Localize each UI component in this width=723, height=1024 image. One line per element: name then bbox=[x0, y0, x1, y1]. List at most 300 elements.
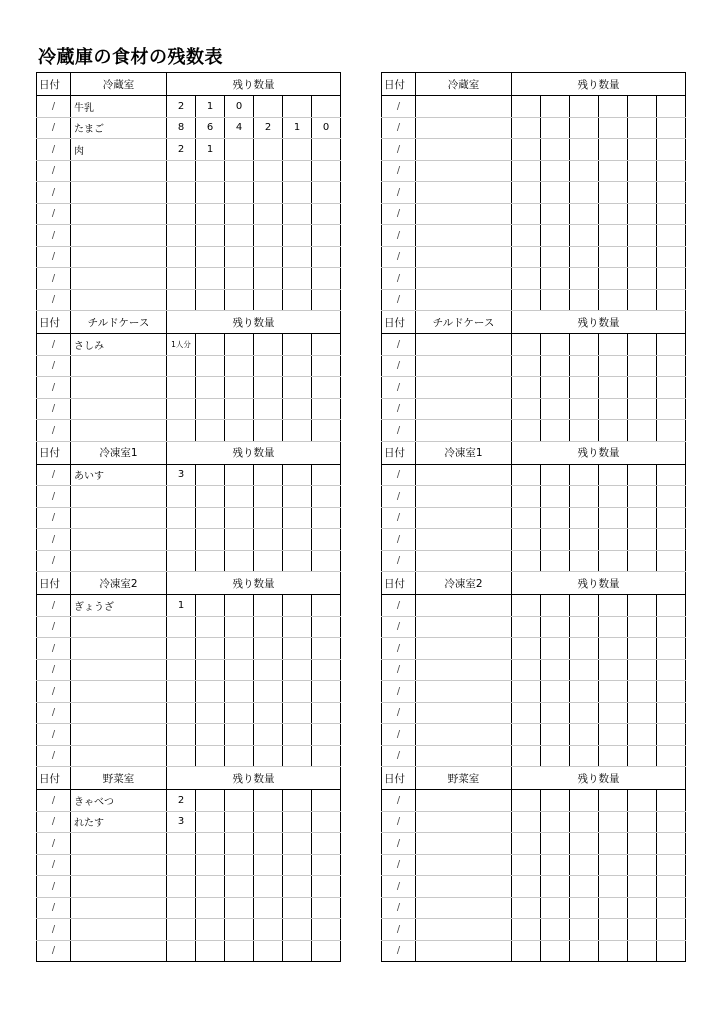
date-cell[interactable]: / bbox=[382, 919, 416, 941]
item-name-cell[interactable] bbox=[416, 659, 512, 681]
quantity-cell[interactable] bbox=[312, 897, 341, 919]
quantity-cell[interactable] bbox=[599, 225, 628, 247]
item-name-cell[interactable] bbox=[71, 659, 167, 681]
item-name-cell[interactable] bbox=[416, 681, 512, 703]
date-cell[interactable]: / bbox=[37, 616, 71, 638]
quantity-cell[interactable] bbox=[628, 139, 657, 161]
quantity-cell[interactable] bbox=[628, 420, 657, 442]
item-name-cell[interactable]: たまご bbox=[71, 117, 167, 139]
quantity-cell[interactable] bbox=[599, 117, 628, 139]
quantity-cell[interactable] bbox=[283, 595, 312, 617]
date-cell[interactable]: / bbox=[382, 464, 416, 486]
date-cell[interactable]: / bbox=[382, 529, 416, 551]
date-cell[interactable]: / bbox=[382, 225, 416, 247]
quantity-cell[interactable] bbox=[541, 659, 570, 681]
quantity-cell[interactable] bbox=[312, 268, 341, 290]
quantity-cell[interactable] bbox=[599, 507, 628, 529]
quantity-cell[interactable] bbox=[254, 96, 283, 118]
date-cell[interactable]: / bbox=[382, 246, 416, 268]
quantity-cell[interactable] bbox=[283, 203, 312, 225]
quantity-cell[interactable] bbox=[657, 398, 686, 420]
date-cell[interactable]: / bbox=[382, 616, 416, 638]
quantity-cell[interactable] bbox=[312, 659, 341, 681]
quantity-cell[interactable] bbox=[196, 681, 225, 703]
quantity-cell[interactable] bbox=[512, 377, 541, 399]
quantity-cell[interactable] bbox=[254, 854, 283, 876]
date-cell[interactable]: / bbox=[382, 638, 416, 660]
quantity-cell[interactable] bbox=[657, 833, 686, 855]
quantity-cell[interactable] bbox=[628, 745, 657, 767]
quantity-cell[interactable] bbox=[512, 659, 541, 681]
date-cell[interactable]: / bbox=[382, 833, 416, 855]
date-cell[interactable]: / bbox=[382, 355, 416, 377]
quantity-cell[interactable] bbox=[283, 638, 312, 660]
quantity-cell[interactable] bbox=[512, 854, 541, 876]
quantity-cell[interactable] bbox=[312, 595, 341, 617]
date-cell[interactable]: / bbox=[37, 854, 71, 876]
quantity-cell[interactable] bbox=[570, 897, 599, 919]
quantity-cell[interactable] bbox=[167, 160, 196, 182]
item-name-cell[interactable] bbox=[416, 940, 512, 962]
item-name-cell[interactable] bbox=[416, 919, 512, 941]
item-name-cell[interactable] bbox=[416, 377, 512, 399]
quantity-cell[interactable] bbox=[541, 724, 570, 746]
date-cell[interactable]: / bbox=[382, 745, 416, 767]
item-name-cell[interactable] bbox=[71, 507, 167, 529]
date-cell[interactable]: / bbox=[37, 117, 71, 139]
quantity-cell[interactable] bbox=[541, 268, 570, 290]
quantity-cell[interactable] bbox=[196, 702, 225, 724]
quantity-cell[interactable] bbox=[196, 182, 225, 204]
date-cell[interactable]: / bbox=[37, 203, 71, 225]
quantity-cell[interactable] bbox=[512, 638, 541, 660]
quantity-cell[interactable] bbox=[599, 940, 628, 962]
date-cell[interactable]: / bbox=[37, 377, 71, 399]
quantity-cell[interactable] bbox=[570, 96, 599, 118]
quantity-cell[interactable] bbox=[628, 160, 657, 182]
quantity-cell[interactable] bbox=[225, 289, 254, 311]
item-name-cell[interactable] bbox=[71, 854, 167, 876]
quantity-cell[interactable] bbox=[541, 550, 570, 572]
quantity-cell[interactable] bbox=[541, 854, 570, 876]
quantity-cell[interactable] bbox=[599, 897, 628, 919]
quantity-cell[interactable] bbox=[283, 246, 312, 268]
quantity-cell[interactable] bbox=[196, 420, 225, 442]
date-cell[interactable]: / bbox=[382, 595, 416, 617]
item-name-cell[interactable] bbox=[416, 811, 512, 833]
quantity-cell[interactable] bbox=[541, 702, 570, 724]
quantity-cell[interactable] bbox=[312, 246, 341, 268]
item-name-cell[interactable]: あいす bbox=[71, 464, 167, 486]
quantity-cell[interactable] bbox=[512, 529, 541, 551]
date-cell[interactable]: / bbox=[382, 550, 416, 572]
quantity-cell[interactable] bbox=[512, 182, 541, 204]
item-name-cell[interactable] bbox=[71, 833, 167, 855]
quantity-cell[interactable] bbox=[541, 616, 570, 638]
quantity-cell[interactable] bbox=[570, 139, 599, 161]
quantity-cell[interactable] bbox=[541, 897, 570, 919]
quantity-cell[interactable]: 2 bbox=[167, 96, 196, 118]
quantity-cell[interactable] bbox=[541, 182, 570, 204]
quantity-cell[interactable] bbox=[196, 203, 225, 225]
quantity-cell[interactable] bbox=[570, 225, 599, 247]
quantity-cell[interactable] bbox=[312, 139, 341, 161]
quantity-cell[interactable] bbox=[167, 529, 196, 551]
quantity-cell[interactable] bbox=[225, 833, 254, 855]
date-cell[interactable]: / bbox=[37, 811, 71, 833]
date-cell[interactable]: / bbox=[37, 464, 71, 486]
quantity-cell[interactable] bbox=[512, 507, 541, 529]
quantity-cell[interactable] bbox=[570, 595, 599, 617]
quantity-cell[interactable] bbox=[254, 659, 283, 681]
quantity-cell[interactable] bbox=[254, 550, 283, 572]
date-cell[interactable]: / bbox=[37, 398, 71, 420]
date-cell[interactable]: / bbox=[382, 377, 416, 399]
quantity-cell[interactable] bbox=[225, 139, 254, 161]
item-name-cell[interactable] bbox=[416, 702, 512, 724]
quantity-cell[interactable] bbox=[196, 616, 225, 638]
date-cell[interactable]: / bbox=[37, 355, 71, 377]
quantity-cell[interactable] bbox=[628, 334, 657, 356]
quantity-cell[interactable] bbox=[570, 659, 599, 681]
quantity-cell[interactable] bbox=[283, 225, 312, 247]
quantity-cell[interactable] bbox=[512, 790, 541, 812]
quantity-cell[interactable] bbox=[312, 182, 341, 204]
quantity-cell[interactable] bbox=[512, 616, 541, 638]
quantity-cell[interactable] bbox=[541, 160, 570, 182]
quantity-cell[interactable] bbox=[628, 398, 657, 420]
quantity-cell[interactable] bbox=[283, 377, 312, 399]
quantity-cell[interactable] bbox=[254, 268, 283, 290]
quantity-cell[interactable] bbox=[312, 940, 341, 962]
quantity-cell[interactable] bbox=[512, 876, 541, 898]
item-name-cell[interactable] bbox=[416, 854, 512, 876]
quantity-cell[interactable] bbox=[599, 464, 628, 486]
date-cell[interactable]: / bbox=[37, 139, 71, 161]
quantity-cell[interactable] bbox=[225, 790, 254, 812]
quantity-cell[interactable] bbox=[196, 334, 225, 356]
quantity-cell[interactable] bbox=[512, 289, 541, 311]
quantity-cell[interactable] bbox=[657, 355, 686, 377]
quantity-cell[interactable] bbox=[657, 529, 686, 551]
item-name-cell[interactable] bbox=[71, 246, 167, 268]
date-cell[interactable]: / bbox=[382, 897, 416, 919]
quantity-cell[interactable] bbox=[196, 550, 225, 572]
date-cell[interactable]: / bbox=[37, 595, 71, 617]
quantity-cell[interactable] bbox=[541, 355, 570, 377]
quantity-cell[interactable] bbox=[570, 377, 599, 399]
quantity-cell[interactable] bbox=[628, 897, 657, 919]
quantity-cell[interactable] bbox=[628, 464, 657, 486]
quantity-cell[interactable] bbox=[541, 225, 570, 247]
quantity-cell[interactable] bbox=[599, 486, 628, 508]
date-cell[interactable]: / bbox=[382, 160, 416, 182]
quantity-cell[interactable] bbox=[225, 940, 254, 962]
quantity-cell[interactable] bbox=[312, 160, 341, 182]
quantity-cell[interactable] bbox=[196, 464, 225, 486]
quantity-cell[interactable] bbox=[225, 659, 254, 681]
quantity-cell[interactable] bbox=[628, 659, 657, 681]
quantity-cell[interactable] bbox=[254, 334, 283, 356]
item-name-cell[interactable] bbox=[71, 940, 167, 962]
quantity-cell[interactable] bbox=[283, 745, 312, 767]
item-name-cell[interactable]: さしみ bbox=[71, 334, 167, 356]
quantity-cell[interactable] bbox=[570, 507, 599, 529]
quantity-cell[interactable] bbox=[283, 616, 312, 638]
quantity-cell[interactable] bbox=[196, 486, 225, 508]
quantity-cell[interactable] bbox=[570, 246, 599, 268]
quantity-cell[interactable]: 0 bbox=[312, 117, 341, 139]
item-name-cell[interactable] bbox=[416, 745, 512, 767]
quantity-cell[interactable] bbox=[512, 96, 541, 118]
quantity-cell[interactable]: 2 bbox=[254, 117, 283, 139]
quantity-cell[interactable] bbox=[254, 377, 283, 399]
quantity-cell[interactable] bbox=[628, 595, 657, 617]
date-cell[interactable]: / bbox=[37, 638, 71, 660]
quantity-cell[interactable] bbox=[312, 616, 341, 638]
quantity-cell[interactable] bbox=[167, 724, 196, 746]
date-cell[interactable]: / bbox=[382, 334, 416, 356]
quantity-cell[interactable] bbox=[254, 897, 283, 919]
quantity-cell[interactable] bbox=[512, 268, 541, 290]
quantity-cell[interactable] bbox=[570, 334, 599, 356]
item-name-cell[interactable] bbox=[416, 398, 512, 420]
quantity-cell[interactable] bbox=[628, 182, 657, 204]
quantity-cell[interactable] bbox=[628, 96, 657, 118]
quantity-cell[interactable] bbox=[196, 638, 225, 660]
quantity-cell[interactable] bbox=[196, 377, 225, 399]
date-cell[interactable]: / bbox=[37, 334, 71, 356]
quantity-cell[interactable] bbox=[225, 268, 254, 290]
quantity-cell[interactable] bbox=[628, 702, 657, 724]
quantity-cell[interactable] bbox=[512, 160, 541, 182]
quantity-cell[interactable] bbox=[225, 897, 254, 919]
quantity-cell[interactable] bbox=[628, 638, 657, 660]
quantity-cell[interactable] bbox=[225, 811, 254, 833]
quantity-cell[interactable] bbox=[570, 529, 599, 551]
quantity-cell[interactable] bbox=[657, 897, 686, 919]
date-cell[interactable]: / bbox=[382, 659, 416, 681]
quantity-cell[interactable] bbox=[570, 550, 599, 572]
quantity-cell[interactable] bbox=[599, 702, 628, 724]
date-cell[interactable]: / bbox=[37, 246, 71, 268]
quantity-cell[interactable] bbox=[628, 919, 657, 941]
quantity-cell[interactable] bbox=[570, 203, 599, 225]
quantity-cell[interactable] bbox=[254, 702, 283, 724]
quantity-cell[interactable] bbox=[225, 638, 254, 660]
quantity-cell[interactable]: 0 bbox=[225, 96, 254, 118]
date-cell[interactable]: / bbox=[382, 96, 416, 118]
quantity-cell[interactable] bbox=[225, 745, 254, 767]
date-cell[interactable]: / bbox=[37, 420, 71, 442]
quantity-cell[interactable] bbox=[167, 486, 196, 508]
date-cell[interactable]: / bbox=[37, 289, 71, 311]
quantity-cell[interactable] bbox=[283, 96, 312, 118]
quantity-cell[interactable] bbox=[225, 507, 254, 529]
quantity-cell[interactable] bbox=[512, 225, 541, 247]
quantity-cell[interactable] bbox=[570, 681, 599, 703]
quantity-cell[interactable] bbox=[167, 268, 196, 290]
quantity-cell[interactable] bbox=[599, 420, 628, 442]
date-cell[interactable]: / bbox=[37, 96, 71, 118]
item-name-cell[interactable] bbox=[71, 638, 167, 660]
quantity-cell[interactable] bbox=[541, 464, 570, 486]
quantity-cell[interactable] bbox=[167, 289, 196, 311]
quantity-cell[interactable] bbox=[657, 745, 686, 767]
quantity-cell[interactable] bbox=[196, 897, 225, 919]
quantity-cell[interactable] bbox=[283, 919, 312, 941]
quantity-cell[interactable] bbox=[283, 790, 312, 812]
quantity-cell[interactable] bbox=[312, 420, 341, 442]
quantity-cell[interactable] bbox=[657, 724, 686, 746]
quantity-cell[interactable] bbox=[167, 940, 196, 962]
date-cell[interactable]: / bbox=[37, 724, 71, 746]
quantity-cell[interactable] bbox=[541, 507, 570, 529]
quantity-cell[interactable] bbox=[657, 507, 686, 529]
quantity-cell[interactable] bbox=[225, 182, 254, 204]
quantity-cell[interactable] bbox=[628, 203, 657, 225]
quantity-cell[interactable] bbox=[512, 420, 541, 442]
quantity-cell[interactable] bbox=[512, 702, 541, 724]
quantity-cell[interactable] bbox=[657, 940, 686, 962]
quantity-cell[interactable] bbox=[283, 897, 312, 919]
quantity-cell[interactable] bbox=[254, 398, 283, 420]
item-name-cell[interactable] bbox=[71, 550, 167, 572]
quantity-cell[interactable] bbox=[570, 268, 599, 290]
quantity-cell[interactable] bbox=[512, 811, 541, 833]
quantity-cell[interactable] bbox=[312, 398, 341, 420]
quantity-cell[interactable] bbox=[628, 724, 657, 746]
item-name-cell[interactable] bbox=[71, 681, 167, 703]
quantity-cell[interactable] bbox=[312, 96, 341, 118]
quantity-cell[interactable] bbox=[283, 289, 312, 311]
quantity-cell[interactable] bbox=[196, 595, 225, 617]
quantity-cell[interactable] bbox=[312, 790, 341, 812]
quantity-cell[interactable] bbox=[312, 203, 341, 225]
quantity-cell[interactable]: 4 bbox=[225, 117, 254, 139]
quantity-cell[interactable] bbox=[541, 139, 570, 161]
item-name-cell[interactable] bbox=[416, 225, 512, 247]
quantity-cell[interactable]: 1 bbox=[283, 117, 312, 139]
quantity-cell[interactable] bbox=[599, 659, 628, 681]
item-name-cell[interactable] bbox=[416, 507, 512, 529]
quantity-cell[interactable] bbox=[254, 355, 283, 377]
item-name-cell[interactable] bbox=[71, 420, 167, 442]
quantity-cell[interactable] bbox=[512, 246, 541, 268]
quantity-cell[interactable] bbox=[283, 702, 312, 724]
date-cell[interactable]: / bbox=[382, 203, 416, 225]
quantity-cell[interactable] bbox=[599, 745, 628, 767]
quantity-cell[interactable] bbox=[599, 160, 628, 182]
quantity-cell[interactable] bbox=[254, 486, 283, 508]
quantity-cell[interactable] bbox=[196, 246, 225, 268]
quantity-cell[interactable] bbox=[541, 398, 570, 420]
quantity-cell[interactable] bbox=[312, 745, 341, 767]
item-name-cell[interactable] bbox=[416, 638, 512, 660]
quantity-cell[interactable] bbox=[599, 790, 628, 812]
date-cell[interactable]: / bbox=[37, 681, 71, 703]
quantity-cell[interactable] bbox=[599, 96, 628, 118]
quantity-cell[interactable] bbox=[225, 550, 254, 572]
quantity-cell[interactable] bbox=[512, 897, 541, 919]
quantity-cell[interactable] bbox=[599, 529, 628, 551]
date-cell[interactable]: / bbox=[382, 790, 416, 812]
item-name-cell[interactable] bbox=[71, 702, 167, 724]
quantity-cell[interactable] bbox=[312, 377, 341, 399]
quantity-cell[interactable] bbox=[599, 833, 628, 855]
quantity-cell[interactable] bbox=[512, 486, 541, 508]
quantity-cell[interactable] bbox=[657, 334, 686, 356]
quantity-cell[interactable] bbox=[657, 420, 686, 442]
quantity-cell[interactable] bbox=[628, 246, 657, 268]
item-name-cell[interactable] bbox=[416, 139, 512, 161]
quantity-cell[interactable] bbox=[225, 876, 254, 898]
item-name-cell[interactable]: きゃべつ bbox=[71, 790, 167, 812]
date-cell[interactable]: / bbox=[382, 876, 416, 898]
quantity-cell[interactable] bbox=[512, 464, 541, 486]
quantity-cell[interactable] bbox=[628, 833, 657, 855]
item-name-cell[interactable]: ぎょうざ bbox=[71, 595, 167, 617]
quantity-cell[interactable] bbox=[196, 724, 225, 746]
date-cell[interactable]: / bbox=[37, 790, 71, 812]
quantity-cell[interactable] bbox=[196, 659, 225, 681]
item-name-cell[interactable] bbox=[416, 724, 512, 746]
quantity-cell[interactable] bbox=[225, 724, 254, 746]
quantity-cell[interactable] bbox=[312, 854, 341, 876]
quantity-cell[interactable] bbox=[657, 203, 686, 225]
item-name-cell[interactable] bbox=[416, 203, 512, 225]
quantity-cell[interactable] bbox=[196, 398, 225, 420]
quantity-cell[interactable] bbox=[599, 289, 628, 311]
quantity-cell[interactable] bbox=[628, 550, 657, 572]
item-name-cell[interactable] bbox=[416, 96, 512, 118]
quantity-cell[interactable] bbox=[628, 790, 657, 812]
quantity-cell[interactable] bbox=[541, 529, 570, 551]
quantity-cell[interactable] bbox=[599, 681, 628, 703]
quantity-cell[interactable] bbox=[225, 203, 254, 225]
item-name-cell[interactable] bbox=[416, 182, 512, 204]
item-name-cell[interactable] bbox=[71, 203, 167, 225]
quantity-cell[interactable] bbox=[570, 919, 599, 941]
quantity-cell[interactable]: 3 bbox=[167, 811, 196, 833]
date-cell[interactable]: / bbox=[382, 854, 416, 876]
quantity-cell[interactable] bbox=[657, 96, 686, 118]
quantity-cell[interactable] bbox=[570, 117, 599, 139]
quantity-cell[interactable] bbox=[283, 420, 312, 442]
quantity-cell[interactable] bbox=[657, 117, 686, 139]
item-name-cell[interactable] bbox=[416, 464, 512, 486]
quantity-cell[interactable] bbox=[196, 833, 225, 855]
quantity-cell[interactable] bbox=[541, 289, 570, 311]
quantity-cell[interactable] bbox=[570, 616, 599, 638]
quantity-cell[interactable] bbox=[283, 268, 312, 290]
quantity-cell[interactable] bbox=[657, 139, 686, 161]
quantity-cell[interactable] bbox=[657, 377, 686, 399]
quantity-cell[interactable] bbox=[312, 876, 341, 898]
quantity-cell[interactable] bbox=[196, 268, 225, 290]
quantity-cell[interactable] bbox=[312, 289, 341, 311]
quantity-cell[interactable] bbox=[283, 833, 312, 855]
quantity-cell[interactable] bbox=[541, 876, 570, 898]
quantity-cell[interactable] bbox=[283, 876, 312, 898]
quantity-cell[interactable]: 8 bbox=[167, 117, 196, 139]
quantity-cell[interactable] bbox=[196, 529, 225, 551]
quantity-cell[interactable] bbox=[283, 398, 312, 420]
quantity-cell[interactable] bbox=[512, 203, 541, 225]
quantity-cell[interactable] bbox=[167, 225, 196, 247]
quantity-cell[interactable] bbox=[570, 876, 599, 898]
quantity-cell[interactable] bbox=[167, 377, 196, 399]
